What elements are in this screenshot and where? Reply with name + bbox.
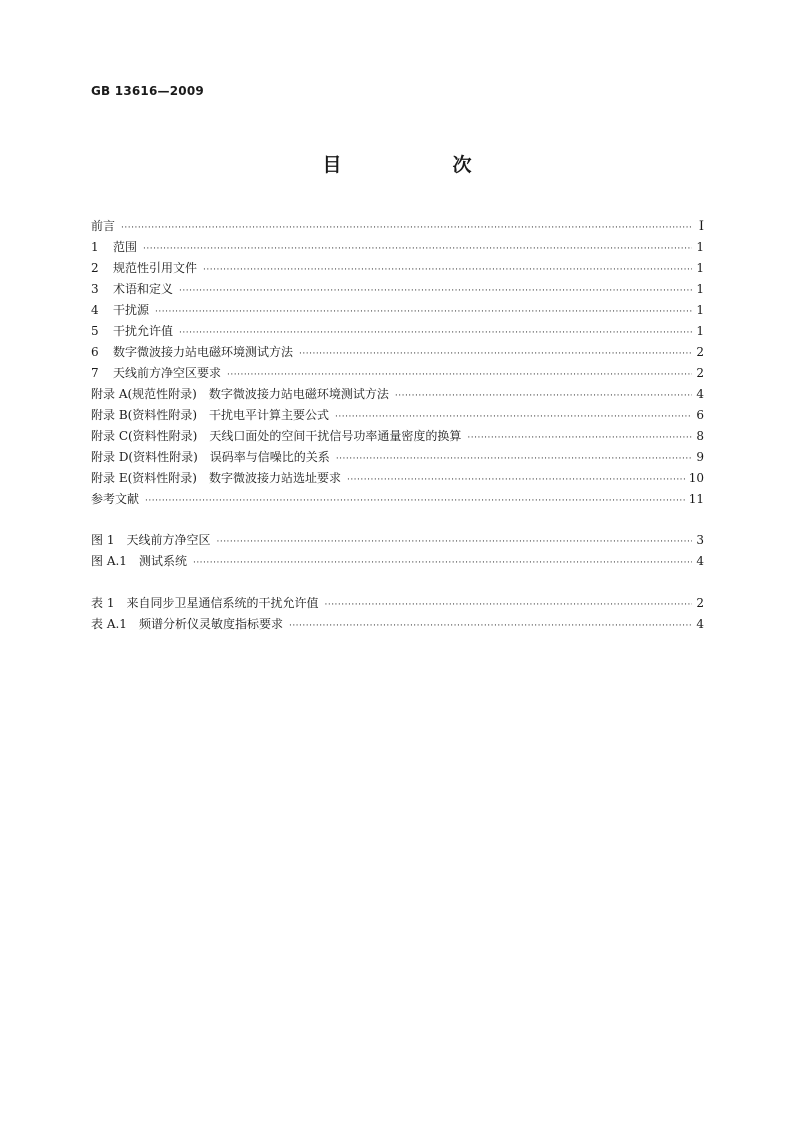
toc-leader: [467, 428, 692, 449]
toc-entry-number: 2: [91, 261, 99, 275]
toc-leader: [324, 595, 692, 616]
toc-entry-label: 附录 B(资料性附录) 干扰电平计算主要公式: [91, 408, 329, 422]
toc-table-list: [91, 593, 704, 635]
toc-entry-label: 附录 D(资料性附录) 误码率与信噪比的关系: [91, 450, 330, 464]
toc-entry-label: [91, 342, 299, 363]
page-title: 目 次: [322, 154, 518, 176]
toc-entry-annex-a[interactable]: [91, 384, 704, 405]
toc-leader: [395, 386, 692, 407]
toc-entry-page: 1: [696, 303, 704, 317]
toc-entry-label: [91, 237, 143, 258]
toc-leader: [121, 218, 692, 239]
toc-entry-label: 附录 A(规范性附录) 数字微波接力站电磁环境测试方法: [91, 387, 389, 401]
toc-entry-title: 术语和定义: [113, 282, 174, 296]
toc-entry-6[interactable]: [91, 342, 704, 363]
toc-entry-title: 规范性引用文件: [113, 261, 198, 275]
toc-entry-page: 1: [696, 240, 704, 254]
toc-entry-label: [91, 321, 179, 342]
toc-leader: [143, 239, 692, 260]
toc-entry-label: [91, 300, 155, 321]
toc-leader: [335, 407, 692, 428]
toc-entry-annex-e[interactable]: [91, 468, 704, 489]
toc-figure-1[interactable]: [91, 530, 704, 551]
toc-leader: [347, 470, 685, 491]
toc-entry-page: 4: [696, 387, 704, 401]
toc-leader: [179, 281, 692, 302]
toc-entry-page: 2: [696, 596, 704, 610]
toc-entry-page: 4: [696, 617, 704, 631]
toc-entry-title: 干扰允许值: [113, 324, 174, 338]
toc-leader: [179, 323, 692, 344]
toc-entry-title: 数字微波接力站电磁环境测试方法: [113, 345, 294, 359]
toc-figure-title: 天线前方净空区: [126, 533, 211, 547]
toc-figure-number: 图 A.1: [91, 554, 127, 568]
toc-leader: [203, 260, 692, 281]
toc-entry-title: 干扰源: [113, 303, 150, 317]
toc-entry-title: 范围: [113, 240, 138, 254]
toc-entry-page: 1: [696, 261, 704, 275]
toc-entry-foreword[interactable]: [91, 216, 704, 237]
toc-entry-4[interactable]: [91, 300, 704, 321]
toc-entry-label: [91, 279, 179, 300]
toc-entry-number: 4: [91, 303, 99, 317]
toc-leader: [193, 553, 692, 574]
toc-table-1[interactable]: [91, 593, 704, 614]
toc-entry-label: 参考文献: [91, 492, 140, 506]
toc-entry-page: 10: [688, 471, 704, 485]
toc-entry-annex-d[interactable]: [91, 447, 704, 468]
toc-entry-number: 6: [91, 345, 99, 359]
toc-entry-number: 3: [91, 282, 99, 296]
standard-code: GB 13616—2009: [91, 84, 204, 98]
toc-entry-page: 2: [696, 366, 704, 380]
toc-figure-list: [91, 530, 704, 572]
toc-table-a1[interactable]: [91, 614, 704, 635]
toc-entry-label: [91, 551, 193, 572]
toc-entry-number: 7: [91, 366, 99, 380]
toc-entry-title: 天线前方净空区要求: [113, 366, 222, 380]
toc-entry-annex-c[interactable]: [91, 426, 704, 447]
toc-entry-label: 附录 C(资料性附录) 天线口面处的空间干扰信号功率通量密度的换算: [91, 429, 462, 443]
toc-entry-page: 2: [696, 345, 704, 359]
toc-leader: [227, 365, 692, 386]
toc-entry-5[interactable]: [91, 321, 704, 342]
toc-leader: [289, 616, 692, 637]
toc-entry-number: 5: [91, 324, 99, 338]
toc-leader: [216, 532, 692, 553]
toc-table-title: 频谱分析仪灵敏度指标要求: [138, 617, 283, 631]
toc-entry-page: 6: [696, 408, 704, 422]
toc-entry-7[interactable]: [91, 363, 704, 384]
toc-entry-page: 3: [696, 533, 704, 547]
toc-entry-page: 9: [696, 450, 704, 464]
toc-figure-a1[interactable]: [91, 551, 704, 572]
toc-figure-number: 图 1: [91, 533, 115, 547]
toc-entry-references[interactable]: [91, 489, 704, 510]
toc-table-number: 表 1: [91, 596, 115, 610]
toc-table-title: 来自同步卫星通信系统的干扰允许值: [126, 596, 319, 610]
toc-entry-label: 附录 E(资料性附录) 数字微波接力站选址要求: [91, 471, 341, 485]
toc-leader: [336, 449, 692, 470]
toc-leader: [145, 491, 685, 512]
toc-entry-3[interactable]: [91, 279, 704, 300]
toc-entry-page: 8: [696, 429, 704, 443]
toc-entry-page: 11: [688, 492, 704, 506]
toc-entry-number: 1: [91, 240, 99, 254]
toc-entry-page: Ⅰ: [698, 219, 704, 234]
toc-entry-page: 1: [696, 282, 704, 296]
toc-entry-annex-b[interactable]: [91, 405, 704, 426]
toc-entry-page: 1: [696, 324, 704, 338]
toc-leader: [155, 302, 692, 323]
toc-entry-label: [91, 593, 324, 614]
toc-figure-title: 测试系统: [138, 554, 187, 568]
toc-entry-2[interactable]: [91, 258, 704, 279]
toc-entry-1[interactable]: [91, 237, 704, 258]
toc-entry-label: [91, 614, 289, 635]
toc-main-list: [91, 216, 704, 510]
toc-entry-label: 前言: [91, 219, 116, 233]
toc-table-number: 表 A.1: [91, 617, 127, 631]
toc-entry-label: [91, 530, 216, 551]
toc-entry-label: [91, 258, 203, 279]
toc-leader: [299, 344, 692, 365]
toc-entry-label: [91, 363, 227, 384]
toc-entry-page: 4: [696, 554, 704, 568]
